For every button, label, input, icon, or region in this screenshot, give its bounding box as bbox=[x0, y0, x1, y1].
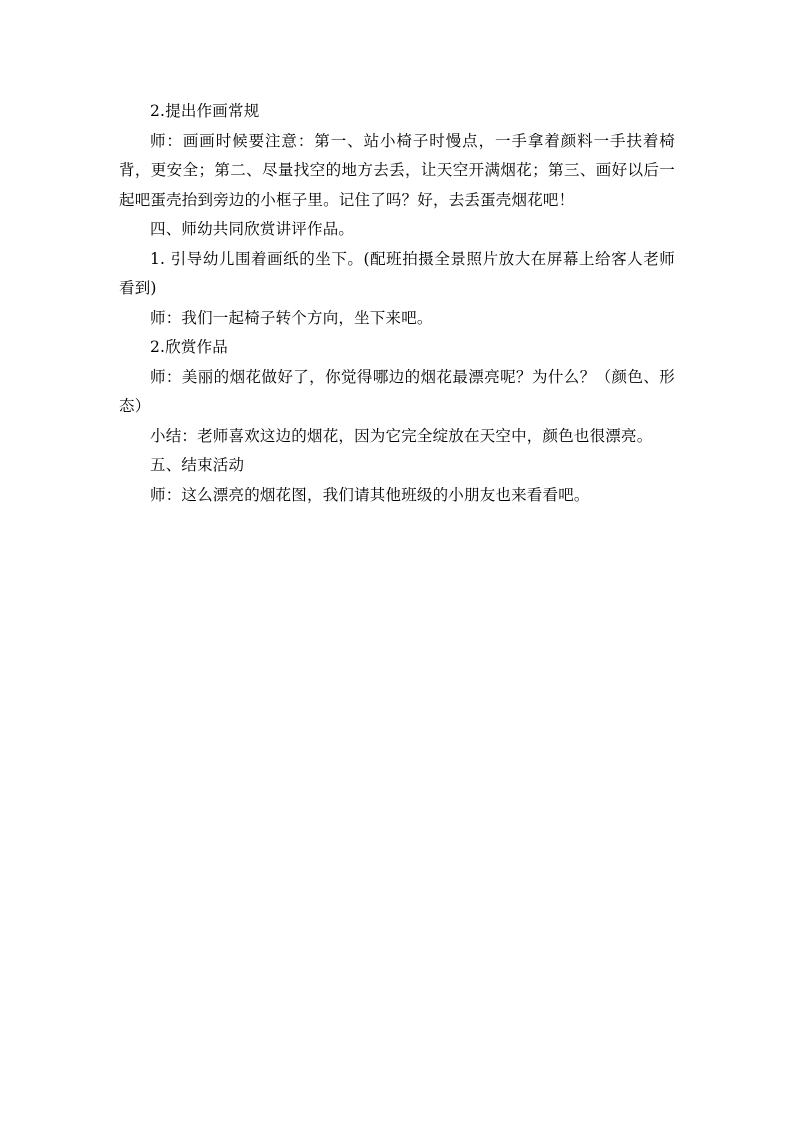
section-heading-rules: 2.提出作画常规 bbox=[150, 102, 260, 120]
summary-paragraph: 小结：老师喜欢这边的烟花，因为它完全绽放在天空中，颜色也很漂亮。 bbox=[150, 426, 653, 445]
teacher-closing-paragraph: 师：这么漂亮的烟花图，我们请其他班级的小朋友也来看看吧。 bbox=[150, 485, 590, 504]
teacher-sit-down-paragraph: 师：我们一起椅子转个方向，坐下来吧。 bbox=[150, 308, 433, 327]
teacher-instructions-paragraph: 师：画画时候要注意：第一、站小椅子时慢点，一手拿着颜料一手扶着椅背，更安全；第二、尽量找空的地方去丢，让天空开满烟花；第三、画好以后一起吧蛋壳抬到旁边的小框子里。记住了吗？好，去丢蛋壳烟花吧！ bbox=[119, 131, 675, 209]
teacher-question-paragraph: 师：美丽的烟花做好了，你觉得哪边的烟花最漂亮呢？为什么？（颜色、形态） bbox=[119, 367, 675, 415]
section-heading-appreciation: 四、师幼共同欣赏讲评作品。 bbox=[150, 220, 355, 238]
section-heading-enjoy-works: 2.欣赏作品 bbox=[150, 338, 228, 356]
section-heading-end-activity: 五、结束活动 bbox=[150, 456, 245, 474]
document-body bbox=[119, 97, 675, 510]
guide-children-paragraph: 1. 引导幼儿围着画纸的坐下。(配班拍摄全景照片放大在屏幕上给客人老师看到) bbox=[119, 249, 675, 297]
